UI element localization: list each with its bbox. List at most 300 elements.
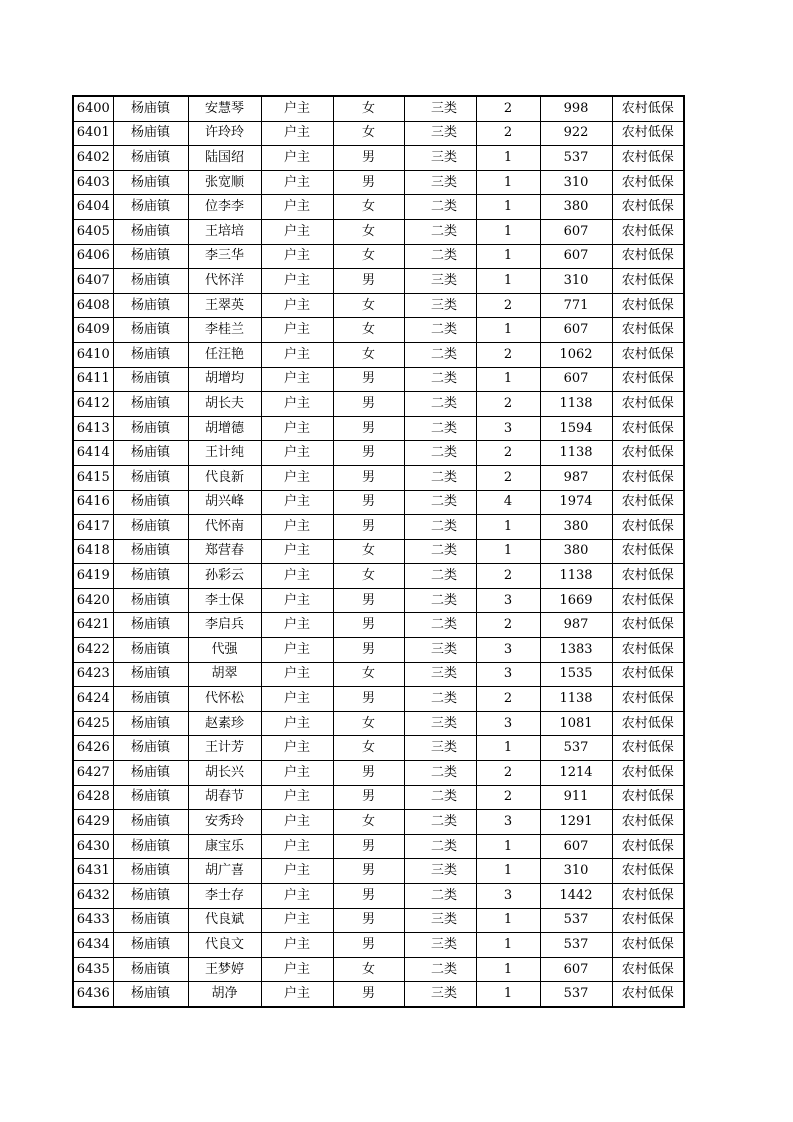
gender-cell: 男 [333,982,404,1007]
table-row [73,662,684,687]
name-cell: 安秀玲 [188,810,261,835]
name-cell: 胡翠 [188,662,261,687]
relation-cell: 户主 [261,810,333,835]
name-cell: 胡长兴 [188,761,261,786]
category-cell: 二类 [404,515,476,540]
assistance-type-cell: 农村低保 [612,834,684,859]
name-cell: 孙彩云 [188,564,261,589]
gender-cell: 男 [333,859,404,884]
gender-cell: 男 [333,490,404,515]
amount-cell: 607 [540,367,612,392]
table-row [73,638,684,663]
assistance-type-cell: 农村低保 [612,933,684,958]
amount-cell: 310 [540,859,612,884]
relation-cell: 户主 [261,96,333,121]
name-cell: 王培培 [188,219,261,244]
household-size-cell: 3 [476,588,540,613]
serial-number-cell: 6410 [73,342,113,367]
table-row [73,441,684,466]
household-size-cell: 3 [476,711,540,736]
relation-cell: 户主 [261,195,333,220]
relation-cell: 户主 [261,219,333,244]
category-cell: 二类 [404,318,476,343]
township-cell: 杨庙镇 [113,121,188,146]
gender-cell: 女 [333,318,404,343]
amount-cell: 1383 [540,638,612,663]
category-cell: 二类 [404,539,476,564]
serial-number-cell: 6403 [73,170,113,195]
name-cell: 安慧琴 [188,96,261,121]
table-row [73,121,684,146]
township-cell: 杨庙镇 [113,564,188,589]
category-cell: 三类 [404,146,476,171]
township-cell: 杨庙镇 [113,342,188,367]
gender-cell: 男 [333,687,404,712]
gender-cell: 女 [333,195,404,220]
relation-cell: 户主 [261,859,333,884]
table-row [73,711,684,736]
name-cell: 任汪艳 [188,342,261,367]
amount-cell: 1974 [540,490,612,515]
household-size-cell: 3 [476,662,540,687]
table-row [73,613,684,638]
gender-cell: 女 [333,293,404,318]
household-size-cell: 1 [476,244,540,269]
household-size-cell: 3 [476,416,540,441]
relation-cell: 户主 [261,564,333,589]
amount-cell: 1062 [540,342,612,367]
township-cell: 杨庙镇 [113,392,188,417]
assistance-type-cell: 农村低保 [612,638,684,663]
table-row [73,736,684,761]
table-row [73,908,684,933]
serial-number-cell: 6432 [73,884,113,909]
township-cell: 杨庙镇 [113,588,188,613]
relation-cell: 户主 [261,121,333,146]
amount-cell: 987 [540,465,612,490]
household-size-cell: 1 [476,195,540,220]
relation-cell: 户主 [261,515,333,540]
household-size-cell: 2 [476,687,540,712]
table-row [73,146,684,171]
category-cell: 三类 [404,859,476,884]
table-row [73,465,684,490]
assistance-type-cell: 农村低保 [612,416,684,441]
serial-number-cell: 6407 [73,269,113,294]
relation-cell: 户主 [261,318,333,343]
relation-cell: 户主 [261,490,333,515]
relation-cell: 户主 [261,736,333,761]
relation-cell: 户主 [261,711,333,736]
assistance-type-cell: 农村低保 [612,318,684,343]
amount-cell: 1138 [540,564,612,589]
assistance-type-cell: 农村低保 [612,170,684,195]
gender-cell: 男 [333,392,404,417]
name-cell: 赵素珍 [188,711,261,736]
gender-cell: 女 [333,711,404,736]
amount-cell: 537 [540,982,612,1007]
relation-cell: 户主 [261,662,333,687]
relation-cell: 户主 [261,539,333,564]
household-size-cell: 4 [476,490,540,515]
name-cell: 王计芳 [188,736,261,761]
township-cell: 杨庙镇 [113,490,188,515]
assistance-type-cell: 农村低保 [612,588,684,613]
assistance-type-cell: 农村低保 [612,957,684,982]
assistance-type-cell: 农村低保 [612,785,684,810]
serial-number-cell: 6412 [73,392,113,417]
relief-roster-table [72,95,685,1008]
amount-cell: 1214 [540,761,612,786]
name-cell: 张宽顺 [188,170,261,195]
assistance-type-cell: 农村低保 [612,342,684,367]
serial-number-cell: 6435 [73,957,113,982]
relation-cell: 户主 [261,293,333,318]
category-cell: 三类 [404,662,476,687]
category-cell: 三类 [404,121,476,146]
name-cell: 许玲玲 [188,121,261,146]
township-cell: 杨庙镇 [113,859,188,884]
name-cell: 代怀松 [188,687,261,712]
relation-cell: 户主 [261,146,333,171]
category-cell: 三类 [404,711,476,736]
amount-cell: 537 [540,908,612,933]
serial-number-cell: 6429 [73,810,113,835]
assistance-type-cell: 农村低保 [612,736,684,761]
household-size-cell: 1 [476,219,540,244]
township-cell: 杨庙镇 [113,884,188,909]
household-size-cell: 1 [476,515,540,540]
table-row [73,687,684,712]
table-row [73,564,684,589]
township-cell: 杨庙镇 [113,908,188,933]
serial-number-cell: 6426 [73,736,113,761]
household-size-cell: 2 [476,785,540,810]
township-cell: 杨庙镇 [113,982,188,1007]
gender-cell: 男 [333,146,404,171]
gender-cell: 女 [333,736,404,761]
relation-cell: 户主 [261,465,333,490]
category-cell: 二类 [404,465,476,490]
township-cell: 杨庙镇 [113,761,188,786]
amount-cell: 1138 [540,392,612,417]
amount-cell: 1669 [540,588,612,613]
gender-cell: 男 [333,613,404,638]
table-row [73,416,684,441]
household-size-cell: 1 [476,736,540,761]
household-size-cell: 1 [476,367,540,392]
amount-cell: 987 [540,613,612,638]
household-size-cell: 1 [476,859,540,884]
household-size-cell: 2 [476,342,540,367]
relation-cell: 户主 [261,244,333,269]
category-cell: 二类 [404,490,476,515]
gender-cell: 女 [333,244,404,269]
serial-number-cell: 6413 [73,416,113,441]
gender-cell: 男 [333,441,404,466]
amount-cell: 380 [540,515,612,540]
category-cell: 二类 [404,834,476,859]
category-cell: 二类 [404,416,476,441]
name-cell: 胡增均 [188,367,261,392]
township-cell: 杨庙镇 [113,96,188,121]
household-size-cell: 2 [476,293,540,318]
category-cell: 二类 [404,195,476,220]
township-cell: 杨庙镇 [113,785,188,810]
assistance-type-cell: 农村低保 [612,982,684,1007]
category-cell: 二类 [404,441,476,466]
serial-number-cell: 6430 [73,834,113,859]
assistance-type-cell: 农村低保 [612,859,684,884]
household-size-cell: 1 [476,269,540,294]
household-size-cell: 2 [476,564,540,589]
name-cell: 李士保 [188,588,261,613]
gender-cell: 男 [333,269,404,294]
amount-cell: 1138 [540,441,612,466]
household-size-cell: 1 [476,539,540,564]
amount-cell: 607 [540,834,612,859]
household-size-cell: 2 [476,441,540,466]
serial-number-cell: 6419 [73,564,113,589]
serial-number-cell: 6404 [73,195,113,220]
table-row [73,96,684,121]
category-cell: 二类 [404,957,476,982]
township-cell: 杨庙镇 [113,293,188,318]
category-cell: 二类 [404,244,476,269]
amount-cell: 380 [540,539,612,564]
serial-number-cell: 6400 [73,96,113,121]
township-cell: 杨庙镇 [113,539,188,564]
table-row [73,219,684,244]
table-row [73,515,684,540]
amount-cell: 380 [540,195,612,220]
amount-cell: 537 [540,146,612,171]
table-row [73,342,684,367]
name-cell: 陆国绍 [188,146,261,171]
amount-cell: 607 [540,244,612,269]
serial-number-cell: 6401 [73,121,113,146]
table-row [73,318,684,343]
category-cell: 三类 [404,638,476,663]
assistance-type-cell: 农村低保 [612,293,684,318]
household-size-cell: 2 [476,465,540,490]
township-cell: 杨庙镇 [113,957,188,982]
table-row [73,859,684,884]
amount-cell: 1594 [540,416,612,441]
category-cell: 三类 [404,933,476,958]
name-cell: 代怀洋 [188,269,261,294]
gender-cell: 男 [333,170,404,195]
assistance-type-cell: 农村低保 [612,687,684,712]
gender-cell: 男 [333,933,404,958]
township-cell: 杨庙镇 [113,465,188,490]
household-size-cell: 1 [476,146,540,171]
assistance-type-cell: 农村低保 [612,441,684,466]
table-row [73,933,684,958]
assistance-type-cell: 农村低保 [612,269,684,294]
serial-number-cell: 6431 [73,859,113,884]
name-cell: 李三华 [188,244,261,269]
relation-cell: 户主 [261,884,333,909]
household-size-cell: 1 [476,957,540,982]
assistance-type-cell: 农村低保 [612,244,684,269]
amount-cell: 607 [540,219,612,244]
household-size-cell: 1 [476,908,540,933]
serial-number-cell: 6424 [73,687,113,712]
relation-cell: 户主 [261,638,333,663]
household-size-cell: 3 [476,884,540,909]
category-cell: 二类 [404,761,476,786]
township-cell: 杨庙镇 [113,195,188,220]
category-cell: 三类 [404,982,476,1007]
township-cell: 杨庙镇 [113,834,188,859]
table-row [73,982,684,1007]
assistance-type-cell: 农村低保 [612,96,684,121]
serial-number-cell: 6436 [73,982,113,1007]
relation-cell: 户主 [261,982,333,1007]
gender-cell: 女 [333,564,404,589]
assistance-type-cell: 农村低保 [612,490,684,515]
serial-number-cell: 6422 [73,638,113,663]
amount-cell: 537 [540,933,612,958]
assistance-type-cell: 农村低保 [612,539,684,564]
township-cell: 杨庙镇 [113,146,188,171]
category-cell: 三类 [404,293,476,318]
serial-number-cell: 6423 [73,662,113,687]
name-cell: 王梦婷 [188,957,261,982]
household-size-cell: 2 [476,121,540,146]
household-size-cell: 3 [476,638,540,663]
category-cell: 二类 [404,342,476,367]
assistance-type-cell: 农村低保 [612,465,684,490]
gender-cell: 男 [333,416,404,441]
relation-cell: 户主 [261,269,333,294]
relation-cell: 户主 [261,416,333,441]
serial-number-cell: 6427 [73,761,113,786]
table-row [73,957,684,982]
serial-number-cell: 6420 [73,588,113,613]
amount-cell: 1535 [540,662,612,687]
name-cell: 代强 [188,638,261,663]
assistance-type-cell: 农村低保 [612,908,684,933]
assistance-type-cell: 农村低保 [612,367,684,392]
relation-cell: 户主 [261,908,333,933]
amount-cell: 607 [540,957,612,982]
serial-number-cell: 6406 [73,244,113,269]
amount-cell: 310 [540,170,612,195]
amount-cell: 537 [540,736,612,761]
serial-number-cell: 6425 [73,711,113,736]
relation-cell: 户主 [261,392,333,417]
relation-cell: 户主 [261,785,333,810]
assistance-type-cell: 农村低保 [612,219,684,244]
township-cell: 杨庙镇 [113,613,188,638]
township-cell: 杨庙镇 [113,711,188,736]
name-cell: 胡净 [188,982,261,1007]
gender-cell: 女 [333,539,404,564]
serial-number-cell: 6408 [73,293,113,318]
relation-cell: 户主 [261,933,333,958]
gender-cell: 男 [333,367,404,392]
gender-cell: 女 [333,96,404,121]
township-cell: 杨庙镇 [113,441,188,466]
township-cell: 杨庙镇 [113,318,188,343]
gender-cell: 男 [333,588,404,613]
name-cell: 胡春节 [188,785,261,810]
amount-cell: 1442 [540,884,612,909]
name-cell: 李启兵 [188,613,261,638]
name-cell: 胡兴峰 [188,490,261,515]
assistance-type-cell: 农村低保 [612,195,684,220]
gender-cell: 男 [333,465,404,490]
category-cell: 二类 [404,810,476,835]
name-cell: 代良新 [188,465,261,490]
assistance-type-cell: 农村低保 [612,121,684,146]
serial-number-cell: 6433 [73,908,113,933]
township-cell: 杨庙镇 [113,244,188,269]
table-row [73,367,684,392]
gender-cell: 女 [333,662,404,687]
name-cell: 康宝乐 [188,834,261,859]
assistance-type-cell: 农村低保 [612,613,684,638]
table-row [73,195,684,220]
gender-cell: 女 [333,342,404,367]
township-cell: 杨庙镇 [113,687,188,712]
table-row [73,392,684,417]
relation-cell: 户主 [261,367,333,392]
category-cell: 三类 [404,736,476,761]
name-cell: 王翠英 [188,293,261,318]
household-size-cell: 2 [476,392,540,417]
household-size-cell: 1 [476,933,540,958]
gender-cell: 男 [333,638,404,663]
gender-cell: 男 [333,785,404,810]
name-cell: 代良斌 [188,908,261,933]
category-cell: 二类 [404,785,476,810]
name-cell: 代良文 [188,933,261,958]
serial-number-cell: 6428 [73,785,113,810]
category-cell: 二类 [404,219,476,244]
assistance-type-cell: 农村低保 [612,810,684,835]
township-cell: 杨庙镇 [113,170,188,195]
name-cell: 代怀南 [188,515,261,540]
gender-cell: 男 [333,761,404,786]
table-row [73,810,684,835]
category-cell: 二类 [404,392,476,417]
serial-number-cell: 6415 [73,465,113,490]
relation-cell: 户主 [261,170,333,195]
township-cell: 杨庙镇 [113,416,188,441]
category-cell: 三类 [404,908,476,933]
serial-number-cell: 6411 [73,367,113,392]
township-cell: 杨庙镇 [113,736,188,761]
table-row [73,539,684,564]
household-size-cell: 2 [476,613,540,638]
category-cell: 二类 [404,613,476,638]
assistance-type-cell: 农村低保 [612,564,684,589]
assistance-type-cell: 农村低保 [612,392,684,417]
gender-cell: 女 [333,219,404,244]
township-cell: 杨庙镇 [113,662,188,687]
household-size-cell: 1 [476,318,540,343]
name-cell: 胡广喜 [188,859,261,884]
category-cell: 三类 [404,269,476,294]
table-row [73,293,684,318]
serial-number-cell: 6409 [73,318,113,343]
name-cell: 位李李 [188,195,261,220]
category-cell: 三类 [404,170,476,195]
gender-cell: 女 [333,810,404,835]
